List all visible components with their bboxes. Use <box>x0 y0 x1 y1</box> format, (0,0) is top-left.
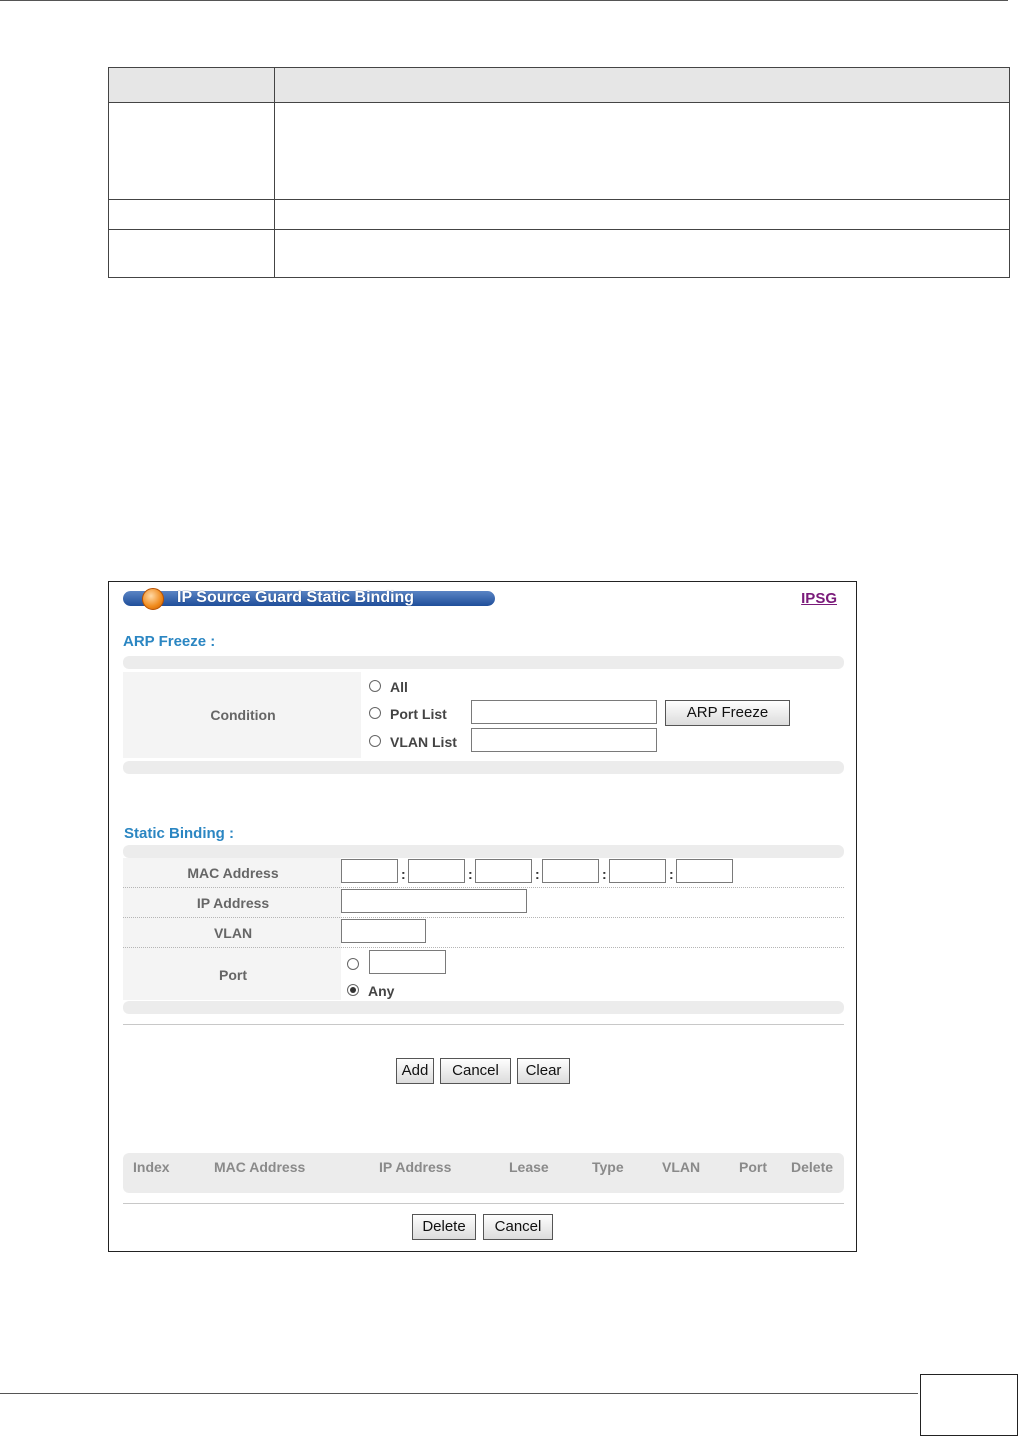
table-cell <box>275 200 1010 230</box>
mac-octet-5-input[interactable] <box>609 859 666 883</box>
mac-octet-4-input[interactable] <box>542 859 599 883</box>
ipsg-link[interactable]: IPSG <box>801 590 837 607</box>
arp-freeze-heading: ARP Freeze : <box>123 633 216 650</box>
static-binding-heading: Static Binding : <box>124 825 234 842</box>
table-cell <box>109 103 275 200</box>
row-divider <box>123 887 844 888</box>
mac-separator: : <box>535 866 540 882</box>
table-cancel-button[interactable]: Cancel <box>483 1214 553 1240</box>
column-ip-address: IP Address <box>379 1159 452 1175</box>
mac-separator: : <box>602 866 607 882</box>
condition-label: Condition <box>210 707 276 723</box>
table-row <box>109 200 1010 230</box>
footer-rule <box>0 1393 918 1394</box>
port-list-input[interactable] <box>471 700 657 724</box>
column-port: Port <box>739 1159 767 1175</box>
table-row <box>109 230 1010 278</box>
condition-all-radio[interactable] <box>369 680 381 692</box>
row-divider <box>123 917 844 918</box>
table-cell <box>109 230 275 278</box>
mac-separator: : <box>401 866 406 882</box>
mac-separator: : <box>669 866 674 882</box>
port-specific-radio[interactable] <box>347 958 359 970</box>
table-row <box>109 103 1010 200</box>
condition-vlan-list-label: VLAN List <box>390 734 457 750</box>
vlan-label: VLAN <box>213 925 253 941</box>
column-lease: Lease <box>509 1159 549 1175</box>
table-header-row <box>109 68 1010 103</box>
cancel-button[interactable]: Cancel <box>440 1058 511 1084</box>
column-mac-address: MAC Address <box>214 1159 306 1175</box>
condition-port-list-radio[interactable] <box>369 707 381 719</box>
mac-octet-2-input[interactable] <box>408 859 465 883</box>
column-vlan: VLAN <box>662 1159 701 1175</box>
port-input[interactable] <box>369 950 446 974</box>
column-delete: Delete <box>791 1159 834 1175</box>
screen-title: IP Source Guard Static Binding <box>177 589 415 606</box>
add-button[interactable]: Add <box>396 1058 434 1084</box>
mac-octet-1-input[interactable] <box>341 859 398 883</box>
page-number-box <box>920 1374 1018 1436</box>
port-label: Port <box>219 967 247 983</box>
title-orb-icon <box>142 588 164 610</box>
row-divider <box>123 947 844 948</box>
label-description-table <box>108 67 1010 278</box>
mac-address-label: MAC Address <box>187 865 279 881</box>
mac-octet-6-input[interactable] <box>676 859 733 883</box>
arp-freeze-button[interactable]: ARP Freeze <box>665 700 790 726</box>
vlan-list-input[interactable] <box>471 728 657 752</box>
condition-vlan-list-radio[interactable] <box>369 735 381 747</box>
table-cell <box>275 230 1010 278</box>
section-separator <box>123 1024 844 1025</box>
ip-address-label: IP Address <box>196 895 270 911</box>
condition-port-list-label: Port List <box>390 706 447 722</box>
vlan-input[interactable] <box>341 919 426 943</box>
condition-all-label: All <box>390 679 408 695</box>
arp-freeze-band-top <box>123 656 844 669</box>
port-any-radio[interactable] <box>347 984 359 996</box>
delete-button[interactable]: Delete <box>412 1214 476 1240</box>
arp-freeze-band-bottom <box>123 761 844 774</box>
column-type: Type <box>592 1159 624 1175</box>
static-binding-band-bottom <box>123 1001 844 1014</box>
mac-octet-3-input[interactable] <box>475 859 532 883</box>
table-separator <box>123 1203 844 1204</box>
clear-button[interactable]: Clear <box>517 1058 570 1084</box>
screenshot-frame <box>108 581 857 1252</box>
port-any-label: Any <box>368 983 395 999</box>
header-rule <box>0 0 1008 1</box>
table-header-cell <box>109 68 275 103</box>
ip-address-input[interactable] <box>341 889 527 913</box>
static-binding-band-top <box>123 845 844 858</box>
table-header-cell <box>275 68 1010 103</box>
table-cell <box>275 103 1010 200</box>
table-cell <box>109 200 275 230</box>
column-index: Index <box>133 1159 170 1175</box>
mac-separator: : <box>468 866 473 882</box>
